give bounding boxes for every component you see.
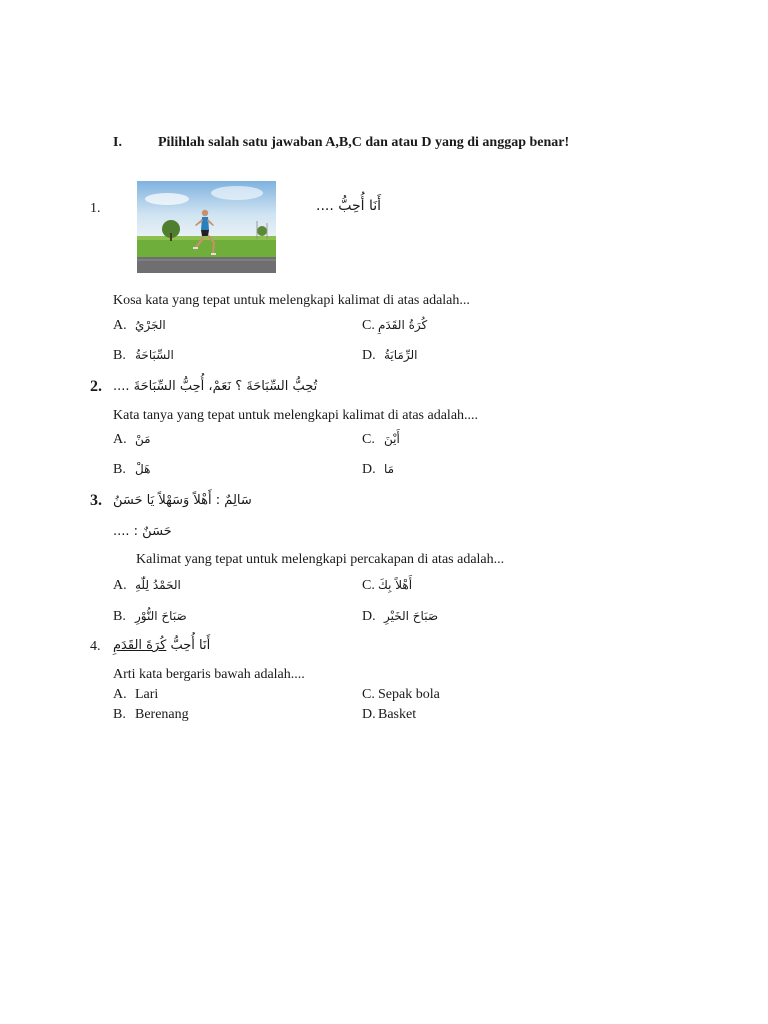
q1-option-a-text: الجَرْيُ	[135, 318, 166, 332]
q2-option-a-label: A.	[113, 432, 127, 447]
q1-option-c[interactable]	[362, 318, 427, 334]
q4-option-d[interactable]	[362, 707, 416, 723]
q4-option-c-text: Sepak bola	[378, 687, 440, 702]
q4-option-d-text: Basket	[378, 707, 417, 722]
q1-option-d-text: الرِّمَايَةُ	[384, 348, 418, 362]
q3-arabic-line2: حَسَنٌ : ....	[113, 524, 172, 539]
q2-number: 2.	[90, 378, 102, 395]
q1-option-d-label: D.	[362, 348, 376, 363]
q1-option-c-text: كُرَةُ القَدَمِ	[378, 318, 428, 332]
q1-option-d[interactable]	[362, 348, 417, 364]
q4-arabic-underlined: كُرَةَ القَدَمِ	[113, 638, 167, 653]
q3-option-c-label: C.	[362, 578, 375, 593]
q3-option-a[interactable]	[113, 578, 181, 594]
q1-option-c-label: C.	[362, 318, 375, 333]
q2-prompt: Kata tanya yang tepat untuk melengkapi kalimat di atas adalah....	[113, 408, 479, 423]
q3-option-d-text: صَبَاحَ الخَيْرِ	[384, 609, 439, 623]
section-instruction: Pilihlah salah satu jawaban A,B,C dan atau D yang di anggap benar!	[158, 135, 570, 150]
q1-option-a[interactable]	[113, 318, 166, 334]
q2-option-d-label: D.	[362, 462, 376, 477]
q4-option-a[interactable]	[113, 687, 158, 703]
q4-arabic-plain: أَنَا أُحِبُّ	[170, 638, 211, 653]
q2-option-a[interactable]	[113, 432, 151, 448]
runner-image	[137, 181, 276, 273]
q2-arabic: تُحِبُّ السِّبَاحَةَ ؟ نَعَمْ، أُحِبُّ السِّبَاحَةَ ....	[113, 379, 318, 394]
q4-prompt: Arti kata bergaris bawah adalah....	[113, 667, 305, 682]
q4-option-a-text: Lari	[135, 687, 159, 702]
q2-option-c[interactable]	[362, 432, 400, 448]
q2-option-b-text: هَلْ	[135, 462, 151, 476]
q2-option-d-text: مَا	[384, 462, 395, 476]
q2-option-c-label: C.	[362, 432, 375, 447]
q3-option-b-label: B.	[113, 609, 126, 624]
runner-photo	[137, 181, 276, 273]
q3-prompt: Kalimat yang tepat untuk melengkapi percakapan di atas adalah...	[136, 552, 505, 567]
q4-arabic	[113, 638, 210, 653]
q3-option-d[interactable]	[362, 609, 438, 625]
q3-option-c-text: أَهْلاً بِكَ	[378, 578, 413, 592]
q4-option-b-text: Berenang	[135, 707, 189, 722]
q2-option-d[interactable]	[362, 462, 394, 478]
q1-arabic: أَنَا أُحِبُّ ....	[316, 198, 382, 214]
section-numeral: I.	[113, 135, 122, 150]
q3-option-a-label: A.	[113, 578, 127, 593]
q4-option-d-label: D.	[362, 707, 376, 722]
q3-option-d-label: D.	[362, 609, 376, 624]
q2-option-a-text: مَنْ	[135, 432, 151, 446]
q3-arabic-line1: سَالِمٌ : أَهْلاً وَسَهْلاً يَا حَسَنُ	[113, 493, 252, 508]
q4-option-a-label: A.	[113, 687, 127, 702]
q1-prompt: Kosa kata yang tepat untuk melengkapi kalimat di atas adalah...	[113, 293, 470, 308]
q4-option-c[interactable]	[362, 687, 440, 703]
q4-option-c-label: C.	[362, 687, 375, 702]
q4-option-b-label: B.	[113, 707, 126, 722]
q1-option-b-text: السِّبَاحَةُ	[135, 348, 174, 362]
q4-option-b[interactable]	[113, 707, 189, 723]
q3-option-b-text: صَبَاحَ النُّوْرِ	[135, 609, 187, 623]
q3-number: 3.	[90, 492, 102, 509]
q1-option-a-label: A.	[113, 318, 127, 333]
q2-option-b[interactable]	[113, 462, 150, 478]
q3-option-b[interactable]	[113, 609, 187, 625]
q2-option-b-label: B.	[113, 462, 126, 477]
q3-option-a-text: الحَمْدُ لِلّٰهِ	[135, 578, 181, 592]
q1-option-b[interactable]	[113, 348, 174, 364]
q1-option-b-label: B.	[113, 348, 126, 363]
q4-number: 4.	[90, 639, 101, 654]
q1-number: 1.	[90, 201, 101, 216]
q2-option-c-text: أَيْنَ	[384, 432, 400, 446]
q3-option-c[interactable]	[362, 578, 412, 594]
